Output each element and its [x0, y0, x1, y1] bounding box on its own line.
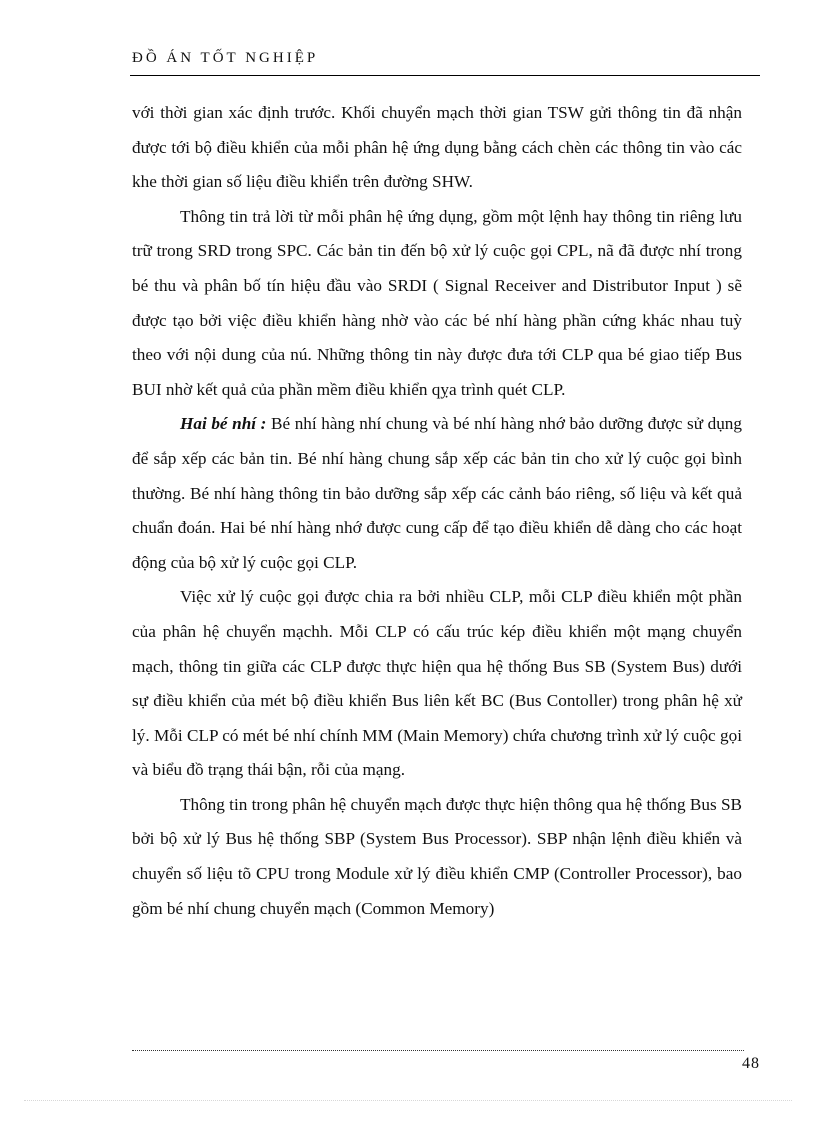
document-body: [132, 96, 742, 926]
page-border-dots: [24, 1100, 792, 1101]
header-rule: [130, 75, 760, 76]
paragraph-3-text: Bé nhí hàng nhí chung và bé nhí hàng nhớ bảo dưỡng được sử dụng để sắp xếp các bản tin. Bé nhí hàng chung sắp xếp các bản tin cho xử lý cuộc gọi bình thường. Bé nhí hàng thông tin bảo dưỡng sắp xếp các cảnh báo riêng, số liệu và kết quả chuẩn đoán. Hai bé nhí hàng nhớ được cung cấp để tạo điều khiển dễ dàng cho các hoạt động của bộ xử lý cuộc gọi CLP.: [132, 414, 742, 572]
page-number: 48: [742, 1055, 760, 1072]
paragraph-5: Thông tin trong phân hệ chuyển mạch được thực hiện thông qua hệ thống Bus SB bởi bộ xử lý Bus hệ thống SBP (System Bus Processor). SBP nhận lệnh điều khiển và chuyển số liệu tõ CPU trong Module xử lý điều khiển CMP (Controller Processor), bao gồm bé nhí chung chuyển mạch (Common Memory): [132, 794, 742, 918]
paragraph-2: Thông tin trả lời từ mỗi phân hệ ứng dụng, gồm một lệnh hay thông tin riêng lưu trữ trong SRD trong SPC. Các bản tin đến bộ xử lý cuộc gọi CPL, nã đã được nhí trong bé thu và phân bố tín hiệu đầu vào SRDI ( Signal Receiver and Distributor Input ) sẽ được tạo bởi việc điều khiển hàng nhờ vào các bé nhí hàng phần cứng khác nhau tuỳ theo với nội dung của nú. Những thông tin này được đưa tới CLP qua bé giao tiếp Bus BUI nhờ kết quả của phần mềm điều khiển qỵa trình quét CLP.: [132, 206, 742, 399]
paragraph-3: [132, 407, 742, 580]
page-header-title: ĐỒ ÁN TỐT NGHIỆP: [132, 50, 319, 66]
paragraph-3-lead: Hai bé nhí :: [180, 414, 267, 434]
footer-rule: [132, 1050, 744, 1051]
paragraph-4: Việc xử lý cuộc gọi được chia ra bởi nhiều CLP, mỗi CLP điều khiển một phần của phân hệ chuyển mạchh. Mỗi CLP có cấu trúc kép điều khiển một mạng chuyển mạch, thông tin giữa các CLP được thực hiện qua hệ thống Bus SB (System Bus) dưới sự điều khiển của mét bộ điều khiển Bus liên kết BC (Bus Contoller) trong phân hệ xử lý. Mỗi CLP có mét bé nhí chính MM (Main Memory) chứa chương trình xử lý cuộc gọi và biểu đồ trạng thái bận, rỗi của mạng.: [132, 587, 742, 780]
paragraph-1: với thời gian xác định trước. Khối chuyển mạch thời gian TSW gửi thông tin đã nhận được tới bộ điều khiển của mỗi phân hệ ứng dụng bằng cách chèn các thông tin vào các khe thời gian số liệu điều khiển trên đường SHW.: [132, 103, 742, 192]
